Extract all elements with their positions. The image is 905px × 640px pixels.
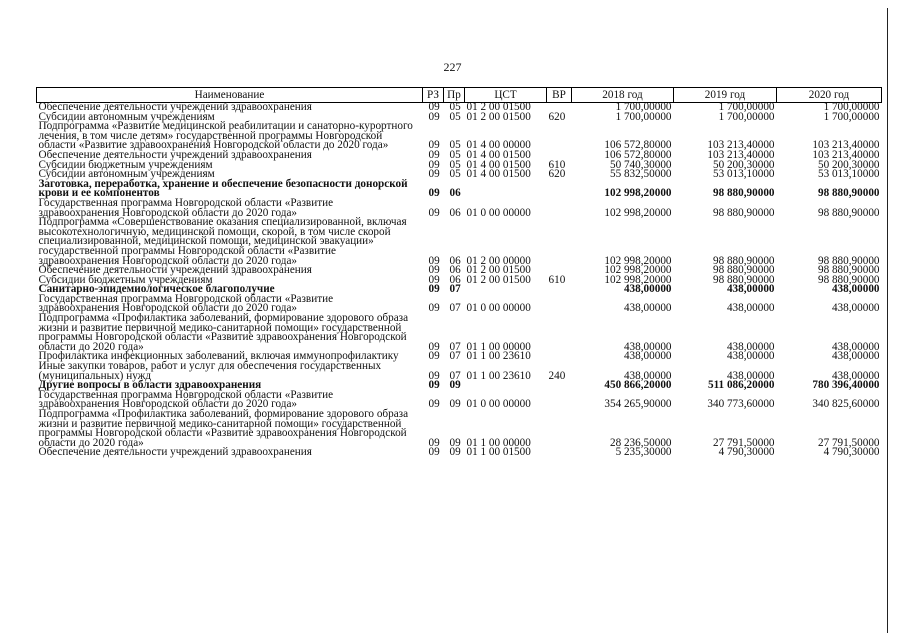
row-rz: 09 [428, 101, 440, 113]
row-value-2019: 438,00000 [726, 283, 775, 296]
row-name: Иные закупки товаров, работ и услуг для обеспечения государственных (муниципальных) нужд [38, 360, 382, 382]
row-rz: 09 [428, 264, 440, 277]
row-value-2020: 780 396,40000 [812, 379, 880, 392]
row-value-2019: 27 791,50000 [712, 436, 775, 449]
row-cst: 01 1 00 00000 [466, 436, 531, 449]
row-rz: 09 [428, 283, 440, 296]
row-value-2018: 28 236,50000 [609, 436, 672, 449]
row-vr [547, 410, 572, 448]
row-value-2020: 4 790,30000 [823, 446, 880, 459]
row-value-2020: 98 880,90000 [817, 264, 880, 277]
row-cst [465, 180, 547, 199]
row-value-2019: 53 013,10000 [712, 168, 775, 181]
row-value-2018: 102 998,20000 [604, 264, 672, 277]
row-name: Субсидии бюджетным учреждениям [38, 273, 213, 286]
row-pr: 09 [449, 446, 461, 459]
row-name: Заготовка, переработка, хранение и обеспечение безопасности донорской крови и ее компонентов [38, 177, 408, 200]
row-rz: 09 [428, 273, 440, 286]
row-vr [547, 218, 572, 266]
row-value-2020: 438,00000 [831, 283, 880, 296]
row-rz: 09 [428, 206, 440, 219]
row-value-2020: 438,00000 [831, 350, 880, 363]
row-value-2019: 4 790,30000 [718, 446, 775, 459]
row-rz: 09 [428, 350, 440, 363]
row-value-2020: 98 880,90000 [817, 273, 880, 286]
row-value-2019: 98 880,90000 [712, 273, 775, 286]
row-cst: 01 2 00 01500 [466, 110, 531, 123]
row-pr: 05 [449, 139, 461, 152]
row-value-2018: 438,00000 [623, 350, 672, 363]
row-cst [465, 285, 547, 295]
row-pr: 06 [449, 264, 461, 277]
row-cst: 01 0 00 00000 [466, 206, 531, 219]
row-cst: 01 1 00 23610 [466, 350, 531, 363]
table-row [37, 122, 882, 151]
row-vr [547, 391, 572, 410]
row-value-2020: 103 213,40000 [812, 148, 880, 161]
row-value-2018: 106 572,80000 [604, 139, 672, 152]
row-rz: 09 [428, 379, 440, 392]
page-edge-line [887, 8, 888, 633]
row-value-2019: 103 213,40000 [707, 139, 775, 152]
row-pr: 09 [449, 436, 461, 449]
row-cst: 01 1 00 23610 [466, 369, 531, 382]
row-value-2019: 50 200,30000 [712, 158, 775, 171]
row-name: Подпрограмма «Совершенствование оказания специализированной, включая высокотехнологичную, медицинской помощи, скорой, в том числе скорой специализированной, медицинской помощи, медицинской эвакуации» государственной программы Новгородской области «Развитие здравоохранения Новгородской области до 2020 года» [38, 216, 407, 267]
row-name: Государственная программа Новгородской области «Развитие здравоохранения Новгородской области до 2020 года» [38, 196, 334, 219]
row-pr: 05 [449, 158, 461, 171]
row-value-2019: 98 880,90000 [712, 254, 775, 267]
row-vr: 620 [548, 168, 566, 181]
row-vr: 610 [548, 273, 566, 286]
row-vr: 620 [548, 110, 566, 123]
row-value-2019: 438,00000 [726, 302, 775, 315]
header-pr: Пр [444, 88, 465, 103]
row-value-2019: 340 773,60000 [707, 398, 775, 411]
row-pr: 09 [449, 379, 461, 392]
row-vr [547, 314, 572, 352]
table-row [37, 410, 882, 448]
row-value-2019: 511 086,20000 [707, 379, 775, 392]
row-rz: 09 [428, 398, 440, 411]
row-value-2020: 27 791,50000 [817, 436, 880, 449]
row-pr: 07 [449, 302, 461, 315]
header-2018: 2018 год [572, 88, 674, 103]
row-value-2018: 438,00000 [623, 283, 672, 296]
row-value-2018: 438,00000 [623, 302, 672, 315]
row-vr [547, 199, 572, 218]
row-cst: 01 4 00 00000 [466, 139, 531, 152]
row-rz: 09 [428, 158, 440, 171]
table-body [37, 103, 882, 458]
row-value-2018: 106 572,80000 [604, 148, 672, 161]
row-pr: 07 [449, 350, 461, 363]
row-name: Государственная программа Новгородской области «Развитие здравоохранения Новгородской области до 2020 года» [38, 388, 334, 411]
row-name: Обеспечение деятельности учреждений здравоохранения [38, 101, 312, 113]
header-rz: РЗ [423, 88, 444, 103]
row-value-2019: 438,00000 [726, 340, 775, 353]
row-value-2020: 438,00000 [831, 340, 880, 353]
budget-table [36, 87, 882, 458]
row-value-2019: 98 880,90000 [712, 206, 775, 219]
row-cst: 01 2 00 01500 [466, 264, 531, 277]
row-vr [547, 122, 572, 151]
row-rz: 09 [428, 254, 440, 267]
row-pr: 06 [449, 206, 461, 219]
row-name: Подпрограмма «Профилактика заболеваний, формирование здорового образа жизни и развитие первичной медико-санитарной помощи» государственной программы Новгородской области «Развитие здравоохранения Новгородской области до 2020 года» [38, 312, 409, 353]
header-cst: ЦСТ [465, 88, 547, 103]
row-name: Другие вопросы в области здравоохранения [38, 379, 262, 392]
row-value-2018: 354 265,90000 [604, 398, 672, 411]
table-row [37, 314, 882, 352]
row-rz: 09 [428, 168, 440, 181]
row-value-2020: 98 880,90000 [817, 187, 880, 200]
row-value-2020: 98 880,90000 [817, 254, 880, 267]
header-vr: ВР [547, 88, 572, 103]
row-vr [547, 352, 572, 362]
row-cst: 01 2 00 00000 [466, 254, 531, 267]
row-vr [547, 295, 572, 314]
row-cst: 01 4 00 01500 [466, 158, 531, 171]
row-name: Государственная программа Новгородской области «Развитие здравоохранения Новгородской области до 2020 года» [38, 292, 334, 315]
row-pr: 07 [449, 369, 461, 382]
row-value-2018: 5 235,30000 [615, 446, 672, 459]
row-name: Обеспечение деятельности учреждений здравоохранения [38, 148, 312, 161]
row-cst: 01 4 00 01500 [466, 148, 531, 161]
row-value-2019: 98 880,90000 [712, 264, 775, 277]
row-vr [547, 285, 572, 295]
table-row [37, 448, 882, 458]
row-rz: 09 [428, 436, 440, 449]
row-name: Подпрограмма «Развитие медицинской реабилитации и санаторно-курортного лечения, в том числе детям» государственной программы Новгородской области «Развитие здравоохранения Новгородской области до 2020 года» [38, 120, 413, 152]
row-value-2018: 1 700,00000 [615, 101, 672, 113]
header-2019: 2019 год [674, 88, 777, 103]
row-value-2018: 450 866,20000 [604, 379, 672, 392]
row-name: Субсидии бюджетным учреждениям [38, 158, 213, 171]
row-value-2018: 102 998,20000 [604, 254, 672, 267]
row-vr [547, 448, 572, 458]
row-rz: 09 [428, 369, 440, 382]
row-value-2020: 50 200,30000 [817, 158, 880, 171]
row-cst: 01 2 00 01500 [466, 273, 531, 286]
table-row [37, 218, 882, 266]
row-cst [465, 381, 547, 391]
row-cst: 01 0 00 00000 [466, 302, 531, 315]
row-rz: 09 [428, 340, 440, 353]
row-name: Субсидии автономным учреждениям [38, 110, 215, 123]
row-pr: 05 [449, 110, 461, 123]
row-value-2020: 98 880,90000 [817, 206, 880, 219]
row-rz: 09 [428, 302, 440, 315]
row-value-2018: 102 998,20000 [604, 273, 672, 286]
row-value-2018: 438,00000 [623, 369, 672, 382]
row-pr: 06 [449, 254, 461, 267]
row-value-2018: 102 998,20000 [604, 187, 672, 200]
row-value-2018: 55 832,50000 [609, 168, 672, 181]
row-vr: 610 [548, 158, 566, 171]
row-value-2020: 438,00000 [831, 369, 880, 382]
row-cst: 01 4 00 01500 [466, 168, 531, 181]
row-value-2018: 1 700,00000 [615, 110, 672, 123]
row-cst: 01 2 00 01500 [466, 101, 531, 113]
row-value-2018: 438,00000 [623, 340, 672, 353]
row-name: Санитарно-эпидемиологическое благополучие [38, 283, 275, 296]
row-value-2018: 50 740,30000 [609, 158, 672, 171]
row-value-2020: 1 700,00000 [823, 110, 880, 123]
row-pr: 05 [449, 168, 461, 181]
row-pr: 09 [449, 398, 461, 411]
row-pr: 05 [449, 148, 461, 161]
header-2020: 2020 год [777, 88, 882, 103]
row-pr: 07 [449, 283, 461, 296]
row-value-2019: 1 700,00000 [718, 101, 775, 113]
row-value-2019: 1 700,00000 [718, 110, 775, 123]
row-cst: 01 1 00 01500 [466, 446, 531, 459]
row-rz: 09 [428, 110, 440, 123]
row-cst: 01 0 00 00000 [466, 398, 531, 411]
row-pr: 06 [449, 273, 461, 286]
row-pr: 07 [449, 340, 461, 353]
row-name: Субсидии автономным учреждениям [38, 168, 215, 181]
row-value-2020: 340 825,60000 [812, 398, 880, 411]
page-number: 227 [443, 60, 462, 74]
row-value-2020: 438,00000 [831, 302, 880, 315]
row-value-2019: 103 213,40000 [707, 148, 775, 161]
row-rz: 09 [428, 187, 440, 200]
row-vr [547, 180, 572, 199]
row-rz: 09 [428, 148, 440, 161]
row-name: Подпрограмма «Профилактика заболеваний, формирование здорового образа жизни и развитие первичной медико-санитарной помощи» государственной программы Новгородской области «Развитие здравоохранения Новгородской области до 2020 года» [38, 408, 409, 449]
row-rz: 09 [428, 446, 440, 459]
row-value-2020: 53 013,10000 [817, 168, 880, 181]
header-name: Наименование [37, 88, 423, 103]
row-name: Обеспечение деятельности учреждений здравоохранения [38, 446, 312, 459]
row-name: Профилактика инфекционных заболеваний, включая иммунопрофилактику [38, 350, 399, 363]
row-rz: 09 [428, 139, 440, 152]
row-value-2020: 103 213,40000 [812, 139, 880, 152]
row-value-2020: 1 700,00000 [823, 101, 880, 113]
row-value-2019: 438,00000 [726, 350, 775, 363]
row-vr: 240 [548, 369, 566, 382]
row-cst: 01 1 00 00000 [466, 340, 531, 353]
row-value-2018: 102 998,20000 [604, 206, 672, 219]
row-value-2019: 98 880,90000 [712, 187, 775, 200]
row-value-2019: 438,00000 [726, 369, 775, 382]
row-pr: 05 [449, 101, 461, 113]
row-name: Обеспечение деятельности учреждений здравоохранения [38, 264, 312, 277]
row-pr: 06 [449, 187, 461, 200]
row-vr [547, 381, 572, 391]
